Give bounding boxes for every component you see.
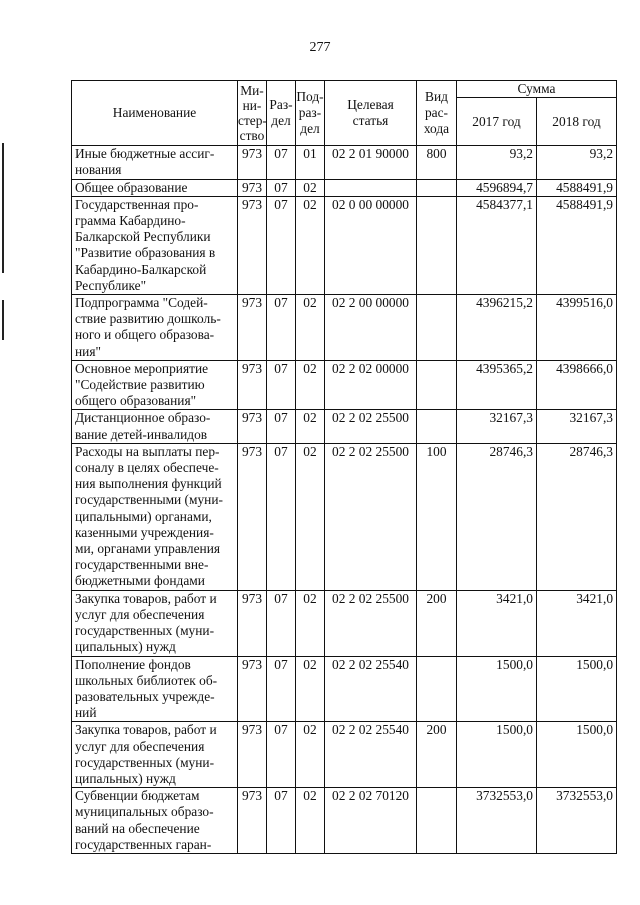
table-row <box>72 788 617 854</box>
table-row <box>72 360 617 410</box>
row-name: Дистанционное образо- вание детей-инвалидов <box>72 410 238 443</box>
row-subsection: 02 <box>296 656 325 722</box>
row-target-article: 02 2 02 25540 <box>325 656 417 722</box>
row-target-article <box>325 179 417 196</box>
row-section: 07 <box>267 360 296 410</box>
row-sum-2018: 4588491,9 <box>537 196 617 294</box>
row-sum-2018: 93,2 <box>537 146 617 179</box>
table-row <box>72 146 617 179</box>
row-subsection: 01 <box>296 146 325 179</box>
row-sum-2018: 1500,0 <box>537 722 617 788</box>
table-row <box>72 590 617 656</box>
header-ministry: Ми- ни- стер- ство <box>238 81 267 146</box>
row-ministry: 973 <box>238 196 267 294</box>
row-target-article: 02 2 02 25500 <box>325 590 417 656</box>
row-target-article: 02 2 01 90000 <box>325 146 417 179</box>
row-section: 07 <box>267 656 296 722</box>
row-subsection: 02 <box>296 295 325 361</box>
page-number: 277 <box>309 40 331 55</box>
row-section: 07 <box>267 410 296 443</box>
table-row <box>72 179 617 196</box>
row-name: Подпрограмма "Содей- ствие развитию дошколь- ного и общего образова- ния" <box>72 295 238 361</box>
table-row <box>72 410 617 443</box>
row-subsection: 02 <box>296 196 325 294</box>
table-row <box>72 443 617 590</box>
row-section: 07 <box>267 196 296 294</box>
table-body <box>72 146 617 854</box>
row-sum-2018: 4588491,9 <box>537 179 617 196</box>
row-target-article: 02 2 02 00000 <box>325 360 417 410</box>
row-ministry: 973 <box>238 360 267 410</box>
row-expense-type: 100 <box>417 443 457 590</box>
row-subsection: 02 <box>296 360 325 410</box>
header-expense-type: Вид рас- хода <box>417 81 457 146</box>
row-name: Расходы на выплаты пер- соналу в целях обеспече- ния выполнения функций государственными (муни- ципальными) органами, казенными учреждения- ми, органами управления государственными вне- бюджетными фондами <box>72 443 238 590</box>
row-sum-2018: 3732553,0 <box>537 788 617 854</box>
row-section: 07 <box>267 722 296 788</box>
row-sum-2017: 28746,3 <box>457 443 537 590</box>
row-name: Государственная про- грамма Кабардино- Балкарской Республики "Развитие образования в Кабардино-Балкарской Республике" <box>72 196 238 294</box>
row-ministry: 973 <box>238 179 267 196</box>
row-sum-2017: 3421,0 <box>457 590 537 656</box>
row-sum-2018: 28746,3 <box>537 443 617 590</box>
header-section: Раз- дел <box>267 81 296 146</box>
row-ministry: 973 <box>238 656 267 722</box>
row-expense-type: 200 <box>417 722 457 788</box>
row-expense-type <box>417 179 457 196</box>
row-ministry: 973 <box>238 410 267 443</box>
row-subsection: 02 <box>296 410 325 443</box>
table-row <box>72 656 617 722</box>
row-sum-2017: 4584377,1 <box>457 196 537 294</box>
row-sum-2018: 3421,0 <box>537 590 617 656</box>
row-target-article: 02 2 02 25500 <box>325 410 417 443</box>
row-expense-type <box>417 656 457 722</box>
scan-margin-mark <box>2 300 4 340</box>
header-name: Наименование <box>72 81 238 146</box>
row-subsection: 02 <box>296 179 325 196</box>
row-ministry: 973 <box>238 788 267 854</box>
header-year-2017: 2017 год <box>457 98 537 146</box>
row-target-article: 02 2 02 25500 <box>325 443 417 590</box>
row-sum-2017: 1500,0 <box>457 722 537 788</box>
budget-table <box>71 80 617 854</box>
row-sum-2018: 4399516,0 <box>537 295 617 361</box>
row-sum-2017: 3732553,0 <box>457 788 537 854</box>
row-subsection: 02 <box>296 788 325 854</box>
row-section: 07 <box>267 146 296 179</box>
row-sum-2018: 1500,0 <box>537 656 617 722</box>
row-name: Основное мероприятие "Содействие развитию общего образования" <box>72 360 238 410</box>
row-sum-2017: 4395365,2 <box>457 360 537 410</box>
row-section: 07 <box>267 788 296 854</box>
row-section: 07 <box>267 443 296 590</box>
row-target-article: 02 2 02 70120 <box>325 788 417 854</box>
row-sum-2017: 4396215,2 <box>457 295 537 361</box>
row-section: 07 <box>267 295 296 361</box>
row-expense-type: 800 <box>417 146 457 179</box>
row-expense-type: 200 <box>417 590 457 656</box>
row-subsection: 02 <box>296 443 325 590</box>
row-sum-2018: 32167,3 <box>537 410 617 443</box>
row-expense-type <box>417 788 457 854</box>
row-sum-2018: 4398666,0 <box>537 360 617 410</box>
row-target-article: 02 0 00 00000 <box>325 196 417 294</box>
row-ministry: 973 <box>238 295 267 361</box>
row-expense-type <box>417 295 457 361</box>
row-target-article: 02 2 00 00000 <box>325 295 417 361</box>
row-ministry: 973 <box>238 443 267 590</box>
row-name: Закупка товаров, работ и услуг для обеспечения государственных (муни- ципальных) нужд <box>72 722 238 788</box>
row-name: Закупка товаров, работ и услуг для обеспечения государственных (муни- ципальных) нужд <box>72 590 238 656</box>
table-row <box>72 722 617 788</box>
scan-margin-mark <box>2 143 4 273</box>
row-name: Общее образование <box>72 179 238 196</box>
header-year-2018: 2018 год <box>537 98 617 146</box>
row-name: Субвенции бюджетам муниципальных образо- ваний на обеспечение государственных гаран- <box>72 788 238 854</box>
table-row <box>72 196 617 294</box>
row-section: 07 <box>267 179 296 196</box>
row-expense-type <box>417 360 457 410</box>
row-target-article: 02 2 02 25540 <box>325 722 417 788</box>
row-subsection: 02 <box>296 722 325 788</box>
header-target-article: Целевая статья <box>325 81 417 146</box>
header-subsection: Под- раз- дел <box>296 81 325 146</box>
header-sum: Сумма <box>457 81 617 98</box>
row-ministry: 973 <box>238 146 267 179</box>
row-sum-2017: 93,2 <box>457 146 537 179</box>
row-name: Пополнение фондов школьных библиотек об- разовательных учрежде- ний <box>72 656 238 722</box>
table-row <box>72 295 617 361</box>
row-expense-type <box>417 410 457 443</box>
row-sum-2017: 4596894,7 <box>457 179 537 196</box>
row-section: 07 <box>267 590 296 656</box>
row-sum-2017: 32167,3 <box>457 410 537 443</box>
row-ministry: 973 <box>238 722 267 788</box>
row-sum-2017: 1500,0 <box>457 656 537 722</box>
row-subsection: 02 <box>296 590 325 656</box>
row-name: Иные бюджетные ассиг- нования <box>72 146 238 179</box>
row-ministry: 973 <box>238 590 267 656</box>
row-expense-type <box>417 196 457 294</box>
